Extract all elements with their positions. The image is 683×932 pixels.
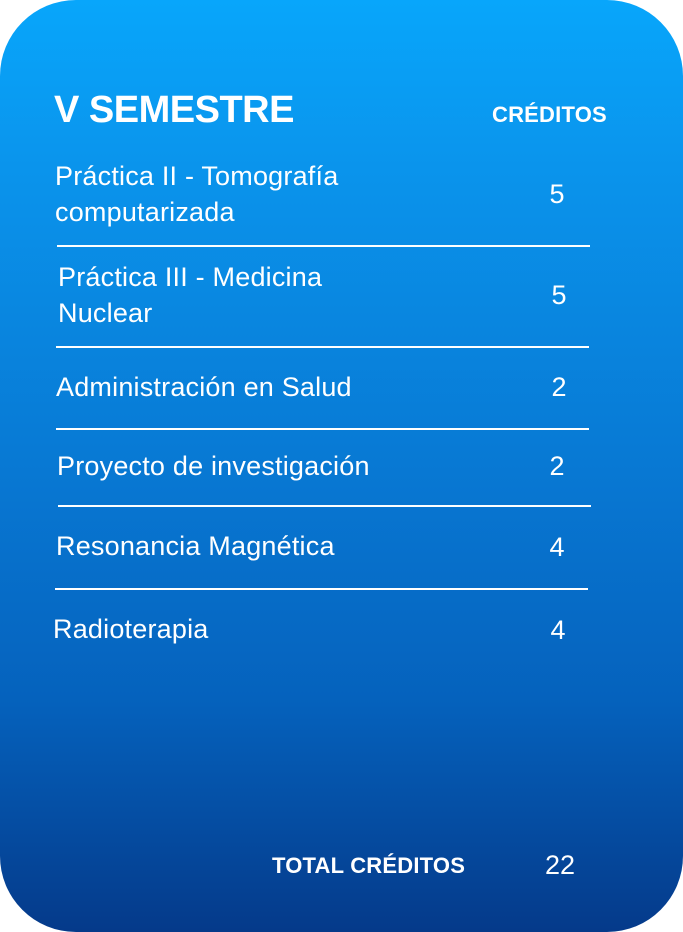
row-divider	[56, 346, 589, 348]
course-credits: 4	[550, 615, 566, 645]
row-divider	[56, 428, 589, 430]
course-name: Práctica III - Medicina Nuclear	[58, 262, 323, 328]
semester-title: V SEMESTRE	[54, 89, 294, 131]
course-credits: 4	[549, 532, 565, 562]
course-name: Radioterapia	[53, 614, 209, 644]
course-name: Proyecto de investigación	[57, 451, 370, 481]
row-divider	[58, 505, 591, 507]
total-credits-value: 22	[544, 850, 576, 880]
credits-column-header: CRÉDITOS	[492, 102, 607, 127]
course-credits: 5	[549, 179, 565, 209]
total-credits-label: TOTAL CRÉDITOS	[272, 853, 466, 878]
course-credits: 2	[549, 451, 565, 481]
course-name: Administración en Salud	[56, 372, 352, 402]
row-divider	[57, 245, 590, 247]
course-name: Práctica II - Tomografía computarizada	[55, 161, 339, 227]
course-credits: 2	[551, 372, 567, 402]
course-name: Resonancia Magnética	[56, 531, 335, 561]
course-credits: 5	[551, 280, 567, 310]
row-divider	[55, 588, 588, 590]
